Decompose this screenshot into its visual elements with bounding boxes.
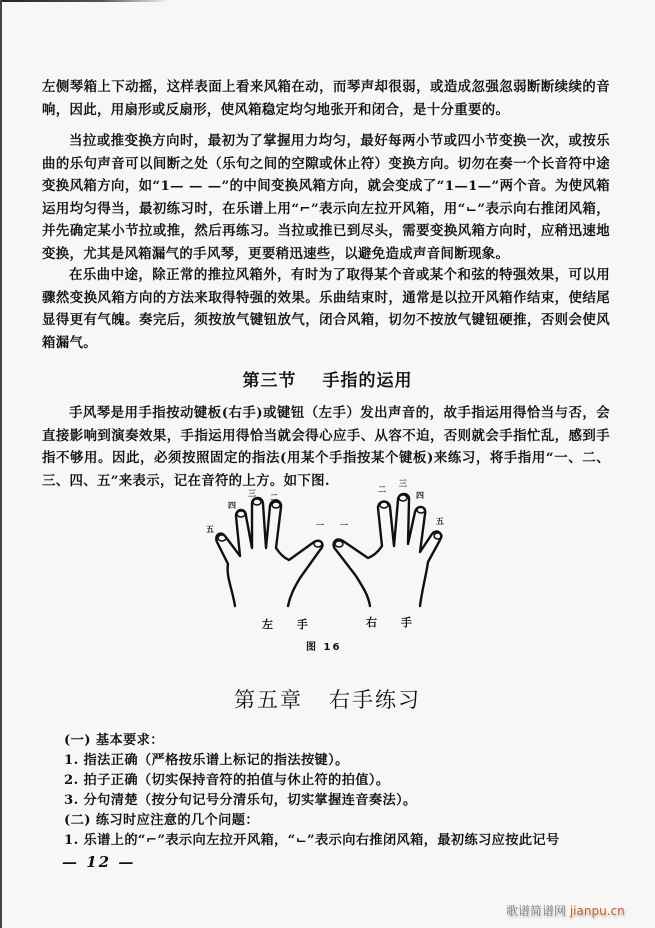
scan-edge-left [0, 0, 2, 928]
left-finger-3: 三 [248, 489, 256, 498]
watermark-site-name: 歌谱简谱网 [506, 904, 567, 918]
left-finger-2: 二 [270, 493, 278, 502]
page-number: — 12 — [62, 853, 136, 871]
paragraph-bellows-direction: 当拉或推变换方向时，最初为了掌握用力均匀，最好每两小节或四小节变换一次，或按乐曲的乐句声音可以间断之处（乐句之间的空隙或休止符）变换方向。切勿在奏一个长音符中途变换风箱方向，如“1— — —”的中间变换风箱方向，就会变成了“1—1—”两个音。为使风箱运用均匀得当，最初练习时，在乐谱上用“⌐”表示向左拉开风箱，用“⌙”表示向右推闭风箱，并先确定某小节拉或推，然后再练习。当拉或推已到尽头，需要变换风箱方向时，应稍迅速地变换，尤其是风箱漏气的手风琴，更要稍迅速些，以避免造成声音间断现象。 [42, 133, 610, 262]
watermark-domain: jianpu.cn [569, 904, 625, 918]
hands-illustration [210, 478, 450, 628]
right-finger-5: 五 [436, 517, 444, 526]
figure-caption: 图 16 [306, 642, 342, 653]
list-item: 1. 指法正确（严格按乐谱上标记的指法按键）。 [64, 753, 349, 768]
chapter-heading [0, 684, 655, 714]
left-hand-outline [216, 498, 322, 606]
right-finger-4: 四 [416, 491, 424, 500]
left-finger-1: 一 [316, 521, 324, 530]
paragraph-finger-usage: 手风琴是用手指按动键板(右手)或键钮（左手）发出声音的，故手指运用得恰当与否，会直接影响到演奏效果，手指运用得恰当就会得心应手、从容不迫，否则就会手指忙乱，感到手指不够用。因此，必须按照固定的指法(用某个手指按某个键板)来练习，将手指用“一、二、三、四、五”来表示，记在音符的上方。如下图. [42, 405, 610, 489]
left-hand-label: 左 手 [262, 618, 318, 631]
right-hand-label: 右 手 [366, 616, 422, 629]
list-heading-notes: (二) 练习时应注意的几个问题： [64, 813, 259, 828]
list-heading-basic: (一) 基本要求： [64, 733, 164, 748]
list-item: 2. 拍子正确（切实保持音符的拍值与休止符的拍值）。 [64, 773, 390, 788]
list-item: 3. 分句清楚（按分句记号分清乐句，切实掌握连音奏法）。 [64, 793, 417, 808]
section-title: 手指的运用 [322, 371, 413, 391]
right-finger-2: 二 [378, 485, 386, 494]
section-heading [0, 366, 655, 391]
requirements-list [64, 731, 624, 851]
figure-hands [206, 478, 450, 653]
paragraph-bellows-shaking: 左侧琴箱上下动摇，这样表面上看来风箱在动，而琴声却很弱，或造成忽强忽弱断断续续的音响，因此，用扇形或反扇形，使风箱稳定均匀地张开和闭合，是十分重要的。 [42, 79, 610, 118]
left-finger-4: 四 [228, 501, 236, 510]
chapter-number: 第五章 [234, 688, 303, 712]
right-finger-3: 三 [399, 479, 407, 488]
left-finger-5: 五 [206, 525, 214, 534]
section-number: 第三节 [242, 371, 297, 391]
right-finger-1: 一 [340, 521, 348, 530]
scan-edge-top [0, 0, 170, 2]
paragraph-bellows-accent: 在乐曲中途，除正常的推拉风箱外，有时为了取得某个音或某个和弦的特强效果，可以用骤然变换风箱方向的方法来取得特强的效果。乐曲结束时，通常是以拉开风箱作结束，使结尾显得更有气魄。奏完后，须按放气键钮放气，闭合风箱，切勿不按放气键钮硬推，否则会使风箱漏气。 [42, 267, 610, 351]
watermark [506, 902, 625, 919]
chapter-title: 右手练习 [329, 688, 421, 712]
list-item: 1. 乐谱上的“⌐”表示向左拉开风箱，“⌙”表示向右推闭风箱，最初练习应按此记号 [64, 833, 560, 848]
